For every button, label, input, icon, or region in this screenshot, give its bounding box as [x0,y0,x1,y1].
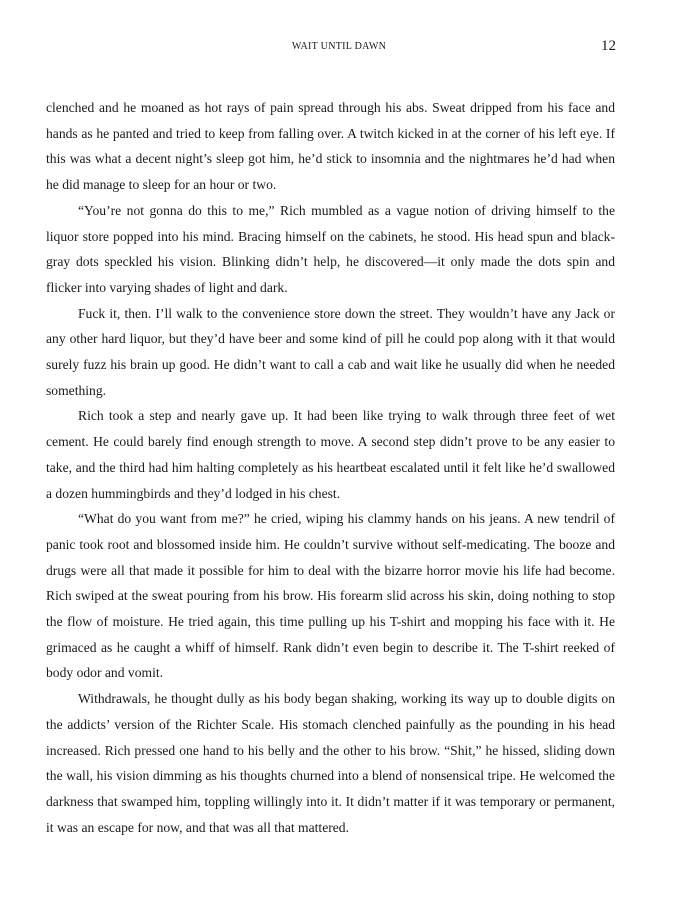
paragraph: Fuck it, then. I’ll walk to the convenience store down the street. They wouldn’t have any Jack or any other hard liquor, but they’d have beer and some kind of pill he could pop along with it that would surely fuzz his brain up good. He didn’t want to call a cab and wait like he usually did when he needed something. [46,305,615,398]
running-title: WAIT UNTIL DAWN [291,41,387,52]
page-header [0,40,678,56]
paragraph: Withdrawals, he thought dully as his body began shaking, working its way up to double digits on the addicts’ version of the Richter Scale. His stomach clenched painfully as the pounding in his head increased. Rich pressed one hand to his belly and the other to his brow. “Shit,” he hissed, sliding down the wall, his vision dimming as his thoughts churned into a blend of nonsensical tripe. He welcomed the darkness that swamped him, toppling willingly into it. It didn’t matter if it was temporary or permanent, it was an escape for now, and that was all that mattered. [46,691,615,835]
paragraph: “You’re not gonna do this to me,” Rich mumbled as a vague notion of driving himself to the liquor store popped into his mind. Bracing himself on the cabinets, he stood. His head spun and black-gray dots speckled his vision. Blinking didn’t help, he discovered—it only made the dots spin and flicker into varying shades of light and dark. [46,202,615,295]
paragraph: clenched and he moaned as hot rays of pain spread through his abs. Sweat dripped from his face and hands as he panted and tried to keep from falling over. A twitch kicked in at the corner of his left eye. If this was what a decent night’s sleep got him, he’d stick to insomnia and the nightmares he’d had when he did manage to sleep for an hour or two. [46,100,615,193]
paragraph: Rich took a step and nearly gave up. It had been like trying to walk through three feet of wet cement. He could barely find enough strength to move. A second step didn’t prove to be any easier to take, and the third had him halting completely as his heartbeat escalated until it felt like he’d swallowed a dozen hummingbirds and they’d lodged in his chest. [46,408,615,501]
page-number: 12 [601,38,616,54]
body-text [46,95,615,840]
paragraph: “What do you want from me?” he cried, wiping his clammy hands on his jeans. A new tendril of panic took root and blossomed inside him. He couldn’t survive without self-medicating. The booze and drugs were all that made it possible for him to deal with the bizarre horror movie his life had become. Rich swiped at the sweat pouring from his brow. His forearm slid across his skin, doing nothing to stop the flow of moisture. He tried again, this time pulling up his T-shirt and mopping his face with it. He grimaced as he caught a whiff of himself. Rank didn’t even begin to describe it. The T-shirt reeked of body odor and vomit. [46,511,615,681]
